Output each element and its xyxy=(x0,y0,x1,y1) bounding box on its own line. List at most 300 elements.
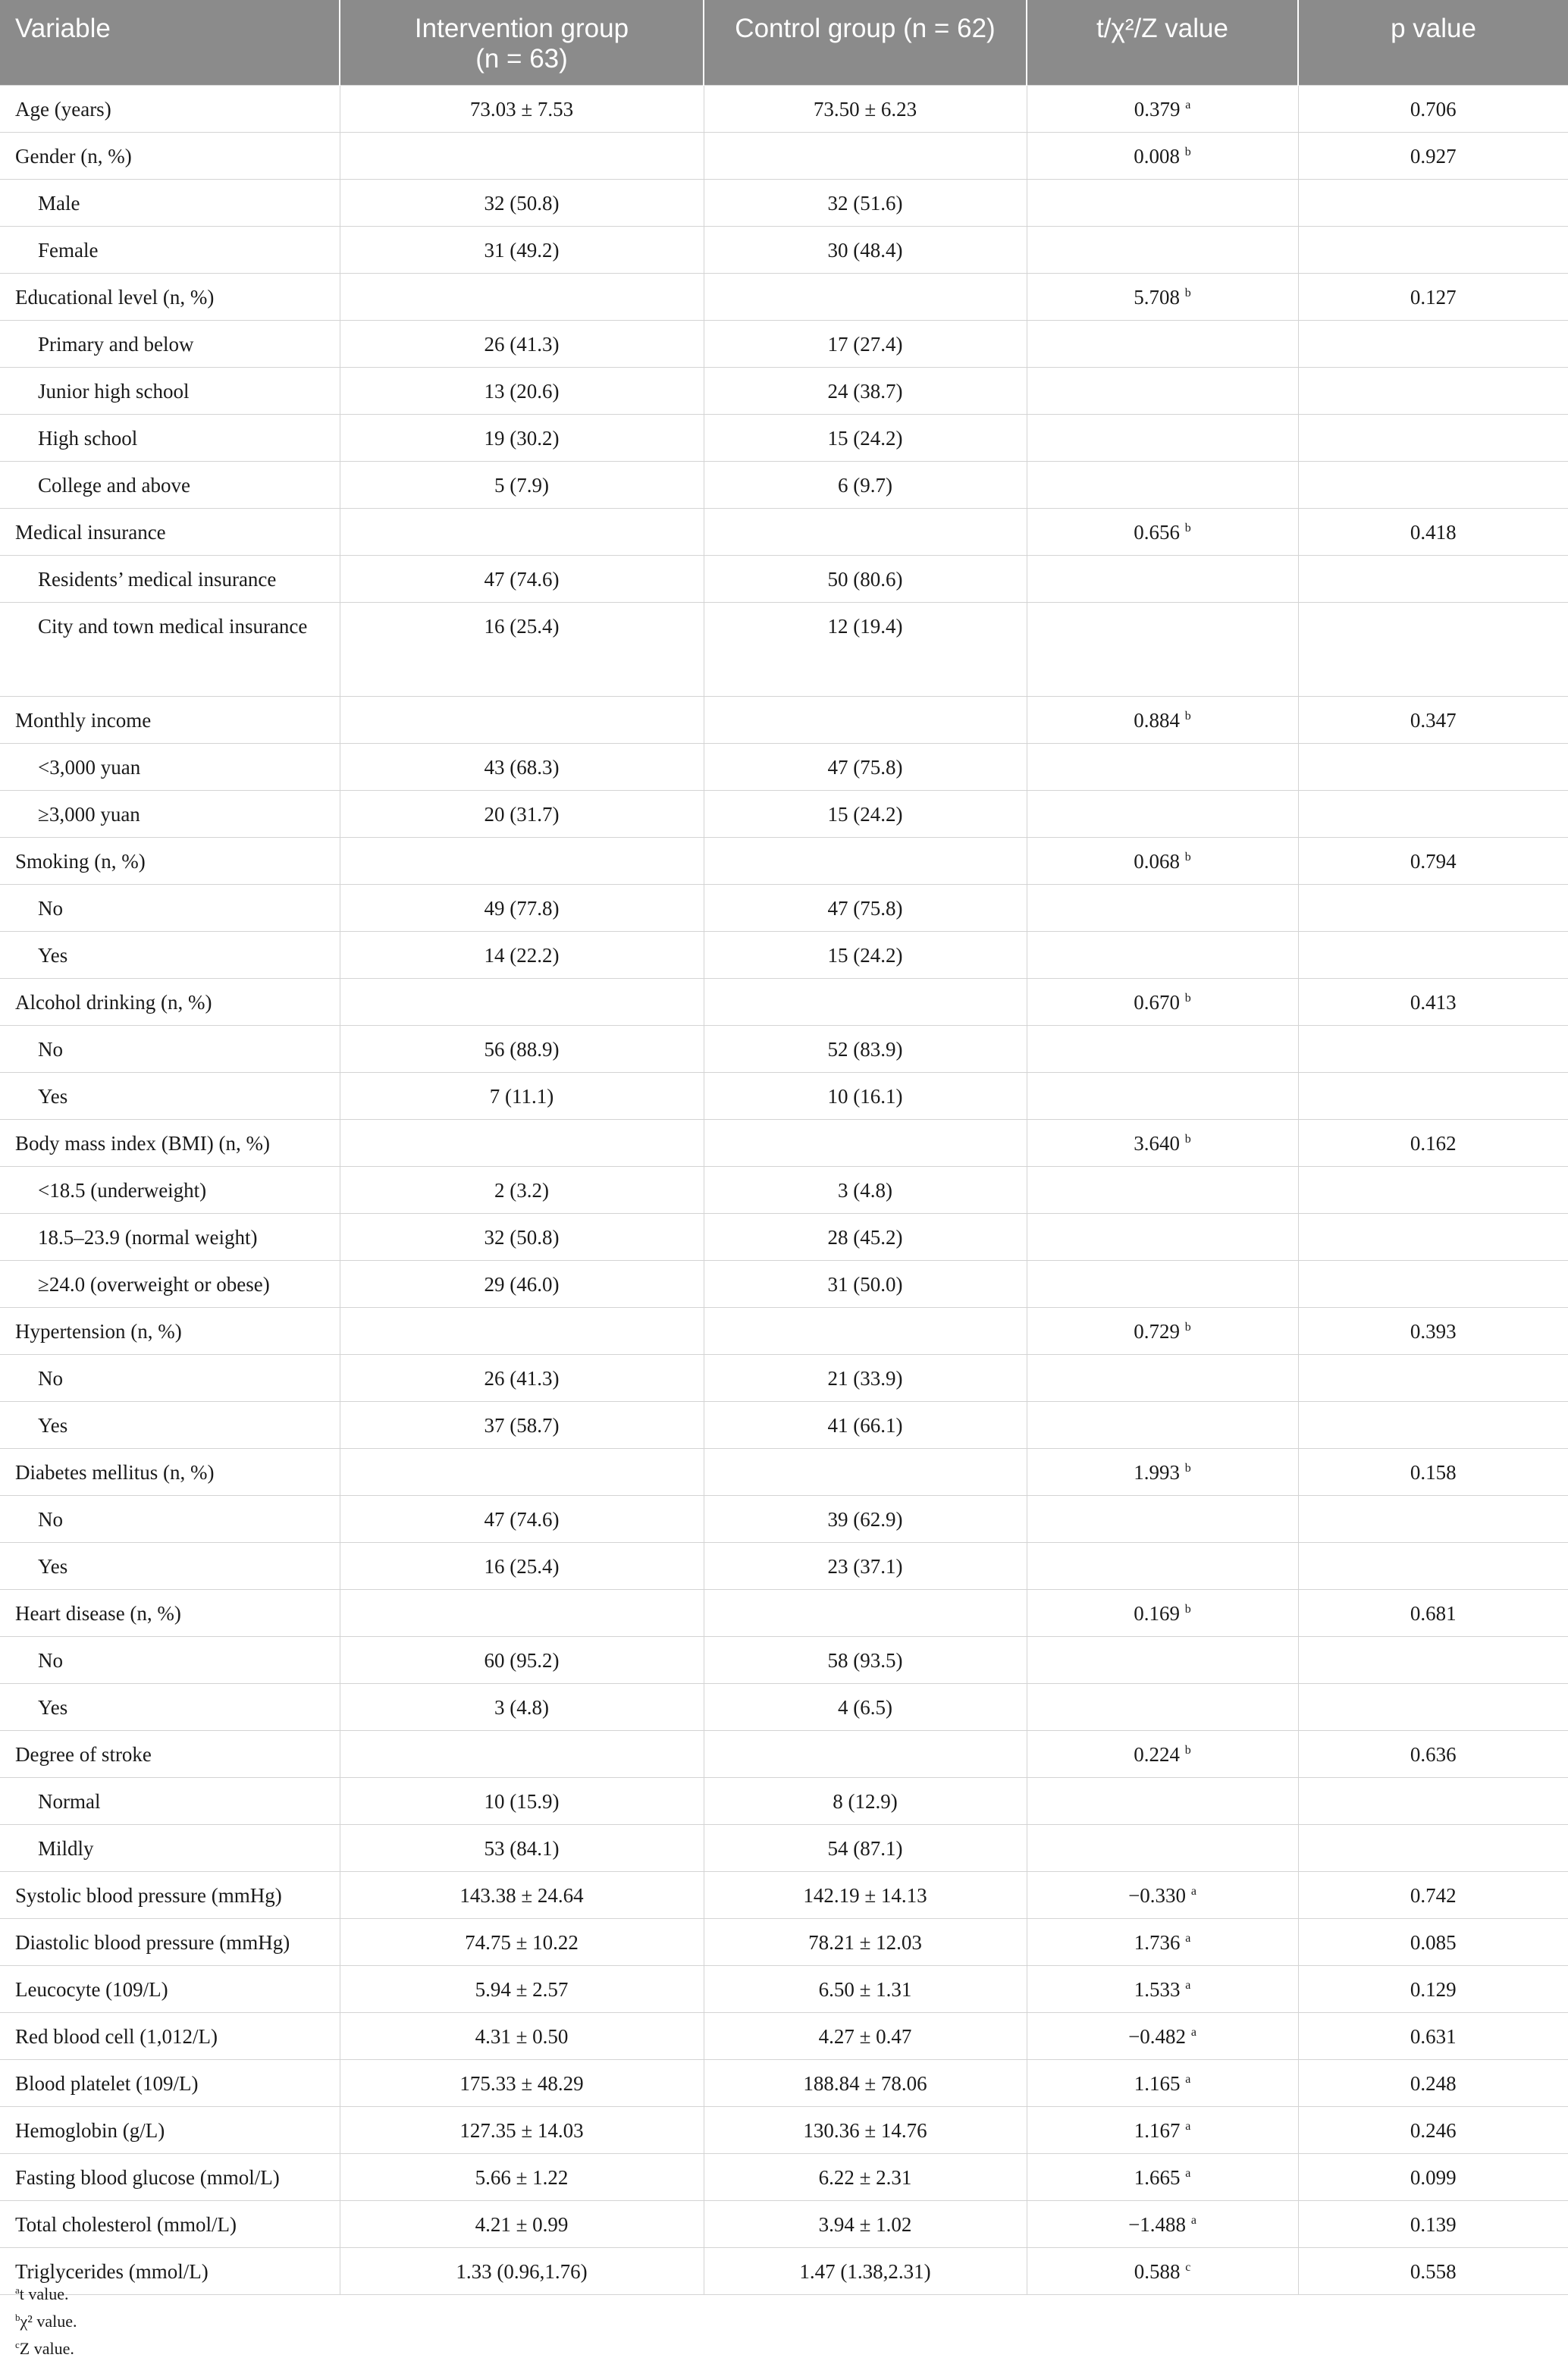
variable-label: Smoking (n, %) xyxy=(0,838,340,885)
control-value: 21 (33.9) xyxy=(704,1355,1027,1402)
control-value: 4 (6.5) xyxy=(704,1684,1027,1731)
variable-label: Monthly income xyxy=(0,697,340,744)
variable-label: Diabetes mellitus (n, %) xyxy=(0,1449,340,1496)
variable-label: Systolic blood pressure (mmHg) xyxy=(0,1872,340,1919)
table-row xyxy=(0,603,1568,697)
p-value xyxy=(1298,1073,1568,1120)
stat-value xyxy=(1027,180,1298,227)
table-row xyxy=(0,462,1568,509)
p-value: 0.631 xyxy=(1298,2013,1568,2060)
stat-value xyxy=(1027,1167,1298,1214)
header-intervention-group xyxy=(340,0,704,86)
control-value: 73.50 ± 6.23 xyxy=(704,86,1027,133)
table-row xyxy=(0,227,1568,274)
control-value xyxy=(704,979,1027,1026)
intervention-value: 53 (84.1) xyxy=(340,1825,704,1872)
footnote-marker: a xyxy=(1185,2167,1191,2180)
table-row xyxy=(0,180,1568,227)
footnote-marker: a xyxy=(1185,1979,1191,1992)
p-value: 0.246 xyxy=(1298,2107,1568,2154)
control-value: 4.27 ± 0.47 xyxy=(704,2013,1027,2060)
intervention-value: 74.75 ± 10.22 xyxy=(340,1919,704,1966)
intervention-value: 4.21 ± 0.99 xyxy=(340,2201,704,2248)
subcategory-label: Junior high school xyxy=(0,368,340,415)
intervention-value: 13 (20.6) xyxy=(340,368,704,415)
p-value: 0.347 xyxy=(1298,697,1568,744)
stat-number: −0.482 xyxy=(1128,2025,1187,2048)
stat-value xyxy=(1027,1731,1298,1778)
intervention-value xyxy=(340,697,704,744)
table-row xyxy=(0,1731,1568,1778)
p-value: 0.248 xyxy=(1298,2060,1568,2107)
intervention-value: 7 (11.1) xyxy=(340,1073,704,1120)
stat-value xyxy=(1027,1543,1298,1590)
table-row xyxy=(0,1120,1568,1167)
variable-label: Blood platelet (109/L) xyxy=(0,2060,340,2107)
p-value: 0.742 xyxy=(1298,1872,1568,1919)
control-value: 39 (62.9) xyxy=(704,1496,1027,1543)
stat-number: 0.068 xyxy=(1134,850,1180,873)
control-value xyxy=(704,1308,1027,1355)
table-row xyxy=(0,556,1568,603)
variable-label: Alcohol drinking (n, %) xyxy=(0,979,340,1026)
footnote-marker: b xyxy=(1184,287,1191,299)
intervention-value xyxy=(340,1731,704,1778)
p-value xyxy=(1298,415,1568,462)
subcategory-label: ≥3,000 yuan xyxy=(0,791,340,838)
footnote-marker: a xyxy=(1190,1885,1196,1898)
intervention-value xyxy=(340,1590,704,1637)
table-row xyxy=(0,1684,1568,1731)
footnote-marker: a xyxy=(1185,99,1191,111)
variable-label: Triglycerides (mmol/L) xyxy=(0,2248,340,2295)
table-row xyxy=(0,133,1568,180)
stat-number: 3.640 xyxy=(1134,1132,1180,1155)
p-value: 0.794 xyxy=(1298,838,1568,885)
subcategory-label: City and town medical insurance xyxy=(0,603,340,697)
footnote-text: Z value. xyxy=(19,2339,74,2358)
stat-value xyxy=(1027,885,1298,932)
stat-number: 1.533 xyxy=(1134,1978,1181,2001)
intervention-value: 26 (41.3) xyxy=(340,1355,704,1402)
p-value xyxy=(1298,227,1568,274)
stat-value xyxy=(1027,321,1298,368)
control-value xyxy=(704,274,1027,321)
control-value: 6.50 ± 1.31 xyxy=(704,1966,1027,2013)
p-value xyxy=(1298,321,1568,368)
variable-label: Heart disease (n, %) xyxy=(0,1590,340,1637)
variable-label: Body mass index (BMI) (n, %) xyxy=(0,1120,340,1167)
variable-label: Red blood cell (1,012/L) xyxy=(0,2013,340,2060)
subcategory-label: Yes xyxy=(0,932,340,979)
stat-value xyxy=(1027,1825,1298,1872)
table-row xyxy=(0,274,1568,321)
intervention-value: 1.33 (0.96,1.76) xyxy=(340,2248,704,2295)
header-control-group: Control group (n = 62) xyxy=(704,0,1027,86)
footnote-text: t value. xyxy=(19,2284,69,2303)
header-intervention-label: Intervention group xyxy=(414,14,629,43)
p-value: 0.162 xyxy=(1298,1120,1568,1167)
intervention-value: 32 (50.8) xyxy=(340,180,704,227)
intervention-value: 143.38 ± 24.64 xyxy=(340,1872,704,1919)
footnote-marker: c xyxy=(1185,2261,1191,2274)
control-value xyxy=(704,1731,1027,1778)
footnote-marker: b xyxy=(1184,1133,1191,1146)
stat-number: 0.224 xyxy=(1134,1743,1180,1766)
variable-label: Hypertension (n, %) xyxy=(0,1308,340,1355)
stat-value xyxy=(1027,1919,1298,1966)
stat-value xyxy=(1027,1261,1298,1308)
stat-value xyxy=(1027,1590,1298,1637)
intervention-value xyxy=(340,274,704,321)
table-row xyxy=(0,368,1568,415)
table-row xyxy=(0,979,1568,1026)
table-row xyxy=(0,1308,1568,1355)
p-value xyxy=(1298,603,1568,697)
control-value: 6.22 ± 2.31 xyxy=(704,2154,1027,2201)
control-value: 8 (12.9) xyxy=(704,1778,1027,1825)
control-value: 50 (80.6) xyxy=(704,556,1027,603)
stat-value xyxy=(1027,227,1298,274)
footnote-marker: b xyxy=(1184,992,1191,1005)
header-intervention-n: (n = 63) xyxy=(475,44,568,74)
control-value: 41 (66.1) xyxy=(704,1402,1027,1449)
stat-value xyxy=(1027,415,1298,462)
table-footnotes xyxy=(15,2281,77,2362)
p-value: 0.706 xyxy=(1298,86,1568,133)
p-value xyxy=(1298,1167,1568,1214)
p-value xyxy=(1298,1214,1568,1261)
table-row xyxy=(0,2248,1568,2295)
control-value: 188.84 ± 78.06 xyxy=(704,2060,1027,2107)
table-row xyxy=(0,1637,1568,1684)
intervention-value xyxy=(340,133,704,180)
table-row xyxy=(0,932,1568,979)
footnote-marker: a xyxy=(1190,2214,1196,2227)
stat-number: 0.379 xyxy=(1134,98,1181,121)
p-value: 0.099 xyxy=(1298,2154,1568,2201)
p-value: 0.127 xyxy=(1298,274,1568,321)
variable-label: Age (years) xyxy=(0,86,340,133)
intervention-value: 20 (31.7) xyxy=(340,791,704,838)
stat-value xyxy=(1027,1073,1298,1120)
intervention-value: 10 (15.9) xyxy=(340,1778,704,1825)
p-value xyxy=(1298,1496,1568,1543)
stat-value xyxy=(1027,932,1298,979)
control-value xyxy=(704,1120,1027,1167)
footnote-marker: b xyxy=(1184,146,1191,158)
p-value xyxy=(1298,1778,1568,1825)
table-row xyxy=(0,1355,1568,1402)
footnote-mark: c xyxy=(15,2339,20,2350)
intervention-value: 60 (95.2) xyxy=(340,1637,704,1684)
p-value xyxy=(1298,1543,1568,1590)
stat-value xyxy=(1027,1496,1298,1543)
intervention-value: 47 (74.6) xyxy=(340,1496,704,1543)
footnote-marker: b xyxy=(1184,1462,1191,1475)
header-stat-value: t/χ²/Z value xyxy=(1027,0,1298,86)
control-value: 15 (24.2) xyxy=(704,415,1027,462)
p-value: 0.558 xyxy=(1298,2248,1568,2295)
stat-value xyxy=(1027,2060,1298,2107)
intervention-value xyxy=(340,1120,704,1167)
stat-number: 5.708 xyxy=(1134,286,1180,309)
table-row xyxy=(0,1778,1568,1825)
stat-value xyxy=(1027,462,1298,509)
p-value xyxy=(1298,1355,1568,1402)
p-value: 0.085 xyxy=(1298,1919,1568,1966)
stat-number: 1.993 xyxy=(1134,1461,1180,1484)
stat-number: −0.330 xyxy=(1128,1884,1187,1907)
table-row xyxy=(0,321,1568,368)
intervention-value: 5.66 ± 1.22 xyxy=(340,2154,704,2201)
p-value xyxy=(1298,556,1568,603)
stat-number: −1.488 xyxy=(1128,2213,1187,2236)
table-row xyxy=(0,791,1568,838)
control-value: 12 (19.4) xyxy=(704,603,1027,697)
p-value: 0.636 xyxy=(1298,1731,1568,1778)
p-value xyxy=(1298,180,1568,227)
stat-value xyxy=(1027,1637,1298,1684)
stat-value xyxy=(1027,979,1298,1026)
stat-value xyxy=(1027,1308,1298,1355)
stat-value xyxy=(1027,2154,1298,2201)
intervention-value: 32 (50.8) xyxy=(340,1214,704,1261)
table-row xyxy=(0,1402,1568,1449)
intervention-value: 2 (3.2) xyxy=(340,1167,704,1214)
stat-value xyxy=(1027,2107,1298,2154)
footnote-marker: b xyxy=(1184,710,1191,723)
control-value: 24 (38.7) xyxy=(704,368,1027,415)
intervention-value: 5.94 ± 2.57 xyxy=(340,1966,704,2013)
table-row xyxy=(0,1073,1568,1120)
p-value xyxy=(1298,885,1568,932)
subcategory-label: ≥24.0 (overweight or obese) xyxy=(0,1261,340,1308)
variable-label: Leucocyte (109/L) xyxy=(0,1966,340,2013)
control-value xyxy=(704,838,1027,885)
control-value: 15 (24.2) xyxy=(704,791,1027,838)
stat-value xyxy=(1027,791,1298,838)
control-value: 15 (24.2) xyxy=(704,932,1027,979)
subcategory-label: High school xyxy=(0,415,340,462)
footnote-marker: b xyxy=(1184,522,1191,535)
intervention-value: 49 (77.8) xyxy=(340,885,704,932)
stat-number: 0.008 xyxy=(1134,145,1180,168)
stat-value xyxy=(1027,1778,1298,1825)
control-value: 3.94 ± 1.02 xyxy=(704,2201,1027,2248)
intervention-value: 16 (25.4) xyxy=(340,603,704,697)
stat-value xyxy=(1027,274,1298,321)
p-value: 0.129 xyxy=(1298,1966,1568,2013)
table-row xyxy=(0,2201,1568,2248)
control-value: 58 (93.5) xyxy=(704,1637,1027,1684)
control-value xyxy=(704,509,1027,556)
stat-value xyxy=(1027,697,1298,744)
p-value xyxy=(1298,744,1568,791)
variable-label: Fasting blood glucose (mmol/L) xyxy=(0,2154,340,2201)
p-value xyxy=(1298,1637,1568,1684)
table-row xyxy=(0,2154,1568,2201)
subcategory-label: <18.5 (underweight) xyxy=(0,1167,340,1214)
subcategory-label: Yes xyxy=(0,1543,340,1590)
control-value: 142.19 ± 14.13 xyxy=(704,1872,1027,1919)
footnote-marker: a xyxy=(1190,2026,1196,2039)
intervention-value: 175.33 ± 48.29 xyxy=(340,2060,704,2107)
stat-number: 1.665 xyxy=(1134,2166,1181,2189)
footnote-marker: a xyxy=(1185,2120,1191,2133)
intervention-value: 26 (41.3) xyxy=(340,321,704,368)
intervention-value: 19 (30.2) xyxy=(340,415,704,462)
control-value: 130.36 ± 14.76 xyxy=(704,2107,1027,2154)
stat-number: 0.670 xyxy=(1134,991,1180,1014)
intervention-value: 127.35 ± 14.03 xyxy=(340,2107,704,2154)
p-value xyxy=(1298,1261,1568,1308)
p-value: 0.139 xyxy=(1298,2201,1568,2248)
intervention-value: 43 (68.3) xyxy=(340,744,704,791)
intervention-value: 31 (49.2) xyxy=(340,227,704,274)
control-value xyxy=(704,133,1027,180)
table-row xyxy=(0,885,1568,932)
intervention-value: 4.31 ± 0.50 xyxy=(340,2013,704,2060)
table-row xyxy=(0,86,1568,133)
subcategory-label: Normal xyxy=(0,1778,340,1825)
intervention-value: 29 (46.0) xyxy=(340,1261,704,1308)
control-value: 6 (9.7) xyxy=(704,462,1027,509)
p-value xyxy=(1298,791,1568,838)
table-row xyxy=(0,744,1568,791)
variable-label: Medical insurance xyxy=(0,509,340,556)
p-value: 0.681 xyxy=(1298,1590,1568,1637)
footnote-marker: b xyxy=(1184,851,1191,864)
subcategory-label: Female xyxy=(0,227,340,274)
control-value: 47 (75.8) xyxy=(704,744,1027,791)
footnote xyxy=(15,2308,77,2335)
stat-value xyxy=(1027,744,1298,791)
stat-value xyxy=(1027,368,1298,415)
stat-value xyxy=(1027,509,1298,556)
p-value: 0.158 xyxy=(1298,1449,1568,1496)
stat-value xyxy=(1027,1214,1298,1261)
intervention-value xyxy=(340,1449,704,1496)
control-value: 78.21 ± 12.03 xyxy=(704,1919,1027,1966)
stat-value xyxy=(1027,2013,1298,2060)
stat-number: 1.167 xyxy=(1134,2119,1181,2142)
intervention-value: 16 (25.4) xyxy=(340,1543,704,1590)
p-value xyxy=(1298,1684,1568,1731)
table-row xyxy=(0,1496,1568,1543)
footnote-marker: a xyxy=(1185,2073,1191,2086)
stat-value xyxy=(1027,1966,1298,2013)
table-body xyxy=(0,86,1568,2295)
stat-value xyxy=(1027,603,1298,697)
table-row xyxy=(0,697,1568,744)
footnote-marker: b xyxy=(1184,1603,1191,1616)
stat-number: 0.169 xyxy=(1134,1602,1180,1625)
subcategory-label: No xyxy=(0,1637,340,1684)
variable-label: Degree of stroke xyxy=(0,1731,340,1778)
stat-number: 1.165 xyxy=(1134,2072,1181,2095)
control-value: 1.47 (1.38,2.31) xyxy=(704,2248,1027,2295)
footnote-marker: b xyxy=(1184,1321,1191,1334)
control-value: 52 (83.9) xyxy=(704,1026,1027,1073)
stat-value xyxy=(1027,2201,1298,2248)
footnote-mark: a xyxy=(15,2284,20,2296)
header-p-value: p value xyxy=(1298,0,1568,86)
p-value xyxy=(1298,932,1568,979)
table-row xyxy=(0,1919,1568,1966)
intervention-value: 37 (58.7) xyxy=(340,1402,704,1449)
subcategory-label: No xyxy=(0,885,340,932)
table-row xyxy=(0,1543,1568,1590)
table-row xyxy=(0,1167,1568,1214)
control-value xyxy=(704,1449,1027,1496)
intervention-value: 14 (22.2) xyxy=(340,932,704,979)
footnote-marker: a xyxy=(1185,1932,1191,1945)
subcategory-label: Yes xyxy=(0,1073,340,1120)
subcategory-label: <3,000 yuan xyxy=(0,744,340,791)
p-value xyxy=(1298,462,1568,509)
control-value: 3 (4.8) xyxy=(704,1167,1027,1214)
footnote-marker: b xyxy=(1184,1744,1191,1757)
table-row xyxy=(0,2013,1568,2060)
variable-label: Gender (n, %) xyxy=(0,133,340,180)
table-row xyxy=(0,2107,1568,2154)
stat-value xyxy=(1027,2248,1298,2295)
p-value xyxy=(1298,1402,1568,1449)
table-row xyxy=(0,1590,1568,1637)
footnote xyxy=(15,2281,77,2308)
stat-value xyxy=(1027,1026,1298,1073)
stat-number: 0.884 xyxy=(1134,709,1180,732)
stat-number: 0.588 xyxy=(1134,2260,1181,2283)
control-value: 28 (45.2) xyxy=(704,1214,1027,1261)
intervention-value: 47 (74.6) xyxy=(340,556,704,603)
subcategory-label: Yes xyxy=(0,1402,340,1449)
stat-value xyxy=(1027,1402,1298,1449)
control-value: 54 (87.1) xyxy=(704,1825,1027,1872)
footnote-mark: b xyxy=(15,2312,20,2323)
stat-value xyxy=(1027,1684,1298,1731)
footnote-text: χ² value. xyxy=(20,2312,77,2331)
control-value: 31 (50.0) xyxy=(704,1261,1027,1308)
subcategory-label: Yes xyxy=(0,1684,340,1731)
intervention-value: 3 (4.8) xyxy=(340,1684,704,1731)
table-row xyxy=(0,1026,1568,1073)
subcategory-label: No xyxy=(0,1355,340,1402)
control-value: 32 (51.6) xyxy=(704,180,1027,227)
control-value: 30 (48.4) xyxy=(704,227,1027,274)
subcategory-label: Residents’ medical insurance xyxy=(0,556,340,603)
stat-value xyxy=(1027,838,1298,885)
p-value xyxy=(1298,1825,1568,1872)
p-value xyxy=(1298,1026,1568,1073)
stat-value xyxy=(1027,1872,1298,1919)
variable-label: Educational level (n, %) xyxy=(0,274,340,321)
table-row xyxy=(0,415,1568,462)
p-value xyxy=(1298,368,1568,415)
intervention-value: 5 (7.9) xyxy=(340,462,704,509)
subcategory-label: Male xyxy=(0,180,340,227)
control-value: 23 (37.1) xyxy=(704,1543,1027,1590)
stat-value xyxy=(1027,556,1298,603)
table-row xyxy=(0,1966,1568,2013)
control-value: 10 (16.1) xyxy=(704,1073,1027,1120)
control-value: 47 (75.8) xyxy=(704,885,1027,932)
table-row xyxy=(0,1872,1568,1919)
subcategory-label: College and above xyxy=(0,462,340,509)
intervention-value: 73.03 ± 7.53 xyxy=(340,86,704,133)
subcategory-label: No xyxy=(0,1026,340,1073)
